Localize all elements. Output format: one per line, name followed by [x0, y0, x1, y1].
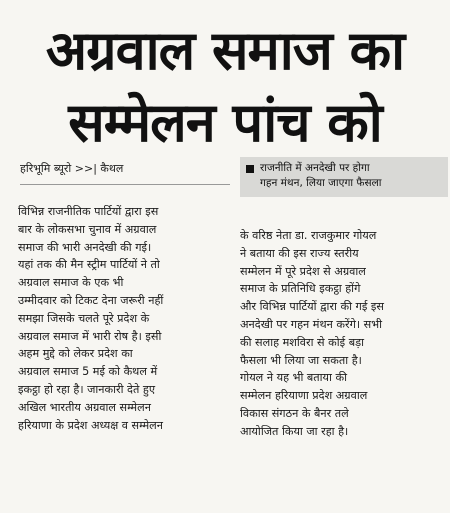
- text-line: और विभिन्न पार्टियों द्वारा की गई इस: [240, 300, 384, 314]
- byline-divider: [20, 184, 230, 185]
- text-line: उम्मीदवार को टिकट देना जरूरी नहीं: [18, 293, 164, 307]
- text-line: बार के लोकसभा चुनाव में अग्रवाल: [18, 222, 157, 236]
- text-line: गोयल ने यह भी बताया की: [240, 371, 347, 385]
- text-line: आयोजित किया जा रहा है।: [240, 424, 349, 438]
- right-column: [240, 227, 446, 441]
- text-line: अहम मुद्दे को लेकर प्रदेश का: [18, 347, 133, 361]
- text-line: समझा जिसके चलते पूरे प्रदेश के: [18, 311, 150, 325]
- text-line: फैसला भी लिया जा सकता है।: [240, 353, 362, 367]
- text-line: के वरिष्ठ नेता डा. राजकुमार गोयल: [240, 229, 377, 242]
- text-line: यहां तक की मैन स्ट्रीम पार्टियों ने तो: [18, 258, 160, 272]
- headline-line-1: अग्रवाल समाज का: [45, 19, 405, 82]
- text-line: अनदेखी पर गहन मंथन करेंगे। सभी: [240, 317, 382, 331]
- text-line: इकट्ठा हो रहा है। जानकारी देते हुए: [18, 382, 156, 396]
- text-line: विकास संगठन के बैनर तले: [240, 406, 349, 420]
- text-line: समाज के प्रतिनिधि इकट्ठा होंगे: [240, 282, 361, 296]
- text-line: की सलाह मशविरा से कोई बड़ा: [240, 335, 364, 349]
- text-line: अग्रवाल समाज के एक भी: [18, 276, 124, 290]
- text-line: सम्मेलन में पूरे प्रदेश से अग्रवाल: [240, 264, 366, 278]
- text-line: अग्रवाल समाज 5 मई को कैथल में: [18, 365, 158, 379]
- text-line: सम्मेलन हरियाणा प्रदेश अग्रवाल: [240, 389, 368, 403]
- text-line: अखिल भारतीय अग्रवाल सम्मेलन: [18, 400, 151, 414]
- headline-line-2: सम्मेलन पांच को: [68, 91, 382, 154]
- text-line: हरियाणा के प्रदेश अध्यक्ष व सम्मेलन: [18, 418, 163, 432]
- kicker-box: [240, 157, 448, 197]
- square-bullet-icon: [246, 165, 254, 173]
- text-line: विभिन्न राजनीतिक पार्टियों द्वारा इस: [18, 205, 159, 218]
- kicker-line-1: राजनीति में अनदेखी पर होगा: [260, 162, 370, 174]
- kicker-line-2: गहन मंथन, लिया जाएगा फैसला: [260, 177, 382, 189]
- text-line: समाज की भारी अनदेखी की गई।: [18, 240, 152, 254]
- text-line: अग्रवाल समाज में भारी रोष है। इसी: [18, 329, 162, 343]
- left-column: [18, 203, 232, 434]
- byline: हरिभूमि ब्यूरो >>| कैथल: [20, 162, 124, 175]
- text-line: ने बताया की इस राज्य स्तरीय: [240, 246, 359, 260]
